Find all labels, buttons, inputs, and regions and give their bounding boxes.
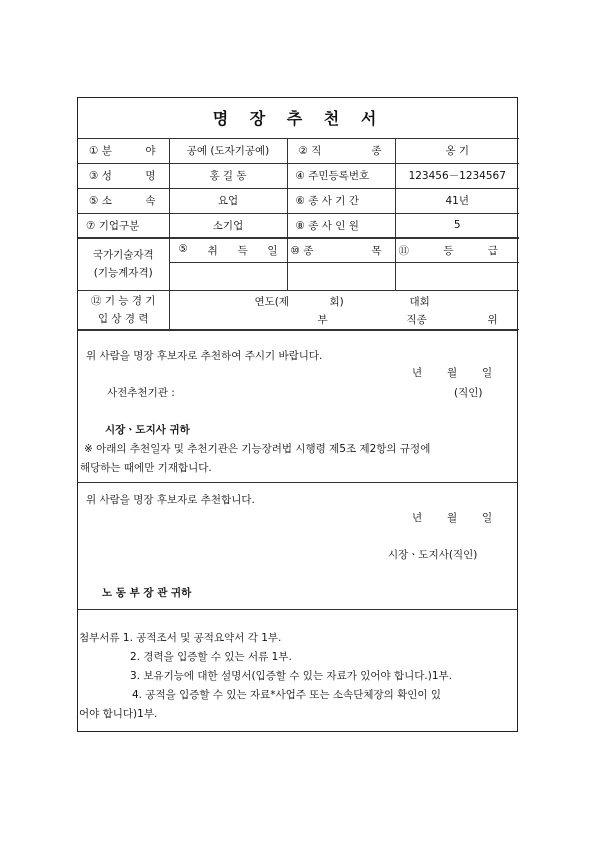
- contest-bu: 부: [317, 313, 328, 326]
- contest-name: 대회: [409, 295, 430, 308]
- form-title: 명 장 추 천 서: [78, 98, 519, 138]
- note-line: ※ 아래의 추천일자 및 추천기관은 기능장려법 시행령 제5조 제2항의 규정에: [84, 442, 431, 455]
- note-line: 해당하는 때에만 기재합니다.: [80, 461, 212, 474]
- field-label: ⑥ 종 사 기 간: [287, 188, 395, 213]
- date-day: 일: [482, 366, 493, 379]
- field-label: ② 직 종: [287, 138, 395, 163]
- attachment-line: 첨부서류 1. 공적조서 및 공적요약서 각 1부.: [79, 631, 282, 644]
- pre-recommendation-section: [78, 330, 517, 482]
- acquired-date-cell: [169, 262, 287, 290]
- governor-recommendation-section: [78, 482, 517, 609]
- field-label: ④ 주민등록번호: [287, 163, 395, 188]
- grade-cell: [395, 262, 519, 290]
- field-label: ③ 성 명: [78, 163, 169, 188]
- qualification-label: 국가기술자격 (기능계자격): [78, 238, 169, 290]
- field-row: [78, 138, 519, 163]
- contest-label: ⑫ 기 능 경 기 입 상 경 력: [78, 290, 169, 329]
- attachment-line: 3. 보유기능에 대한 설명서(입증할 수 있는 자료가 있어야 합니다.)1부.: [130, 669, 452, 682]
- recommend-sentence: 위 사람을 명장 후보자로 추천하여 주시기 바랍니다.: [86, 349, 323, 362]
- item-cell: [287, 262, 395, 290]
- acquired-date-header: ⑤ 취 득 일: [169, 238, 287, 262]
- addressee: 시장ㆍ도지사 귀하: [105, 423, 190, 436]
- field-value: 요업: [169, 188, 287, 213]
- signer-text: 시장ㆍ도지사(직인): [388, 548, 478, 561]
- attachment-line: 어야 합니다)1부.: [79, 707, 158, 720]
- contest-year: 연도(제: [254, 295, 290, 308]
- grade-header: ⑪ 등 급: [395, 238, 519, 262]
- date-month: 월: [447, 366, 458, 379]
- date-day: 일: [482, 511, 493, 524]
- field-row: [78, 163, 519, 188]
- item-header: ⑩ 종 목: [287, 238, 395, 262]
- field-label: ⑤ 소 속: [78, 188, 169, 213]
- form-table: [78, 98, 519, 238]
- field-value: 123456－1234567: [395, 163, 519, 188]
- attachments-section: [78, 609, 517, 732]
- attachment-line: 4. 공적을 입증할 수 있는 자료*사업주 또는 소속단체장의 확인이 있: [132, 688, 442, 701]
- field-row: [78, 213, 519, 237]
- contest-round: 회): [329, 295, 344, 308]
- field-row: [78, 188, 519, 213]
- field-value: 소기업: [169, 213, 287, 237]
- seal-text: (직인): [454, 386, 483, 399]
- field-label: ① 분 야: [78, 138, 169, 163]
- recommendation-form: [77, 97, 518, 732]
- recommend-sentence: 위 사람을 명장 후보자로 추천합니다.: [86, 493, 255, 506]
- qualification-table: [78, 238, 519, 330]
- field-label: ⑦ 기업구분: [78, 213, 169, 237]
- field-label: ⑧ 종 사 인 원: [287, 213, 395, 237]
- field-value: 공예 (도자기공예): [169, 138, 287, 163]
- attachment-line: 2. 경력을 입증할 수 있는 서류 1부.: [130, 650, 292, 663]
- field-value: 5: [395, 213, 519, 237]
- date-year: 년: [412, 511, 423, 524]
- contest-rank: 위: [487, 313, 498, 326]
- field-value: 옹 기: [395, 138, 519, 163]
- contest-trade: 직종: [406, 313, 427, 326]
- date-month: 월: [447, 511, 458, 524]
- field-value: 홍 길 동: [169, 163, 287, 188]
- recommend-org-label: 사전추천기관 :: [107, 386, 175, 399]
- date-year: 년: [412, 366, 423, 379]
- addressee: 노 동 부 장 관 귀하: [102, 586, 192, 599]
- contest-cell: [169, 290, 519, 329]
- field-value: 41년: [395, 188, 519, 213]
